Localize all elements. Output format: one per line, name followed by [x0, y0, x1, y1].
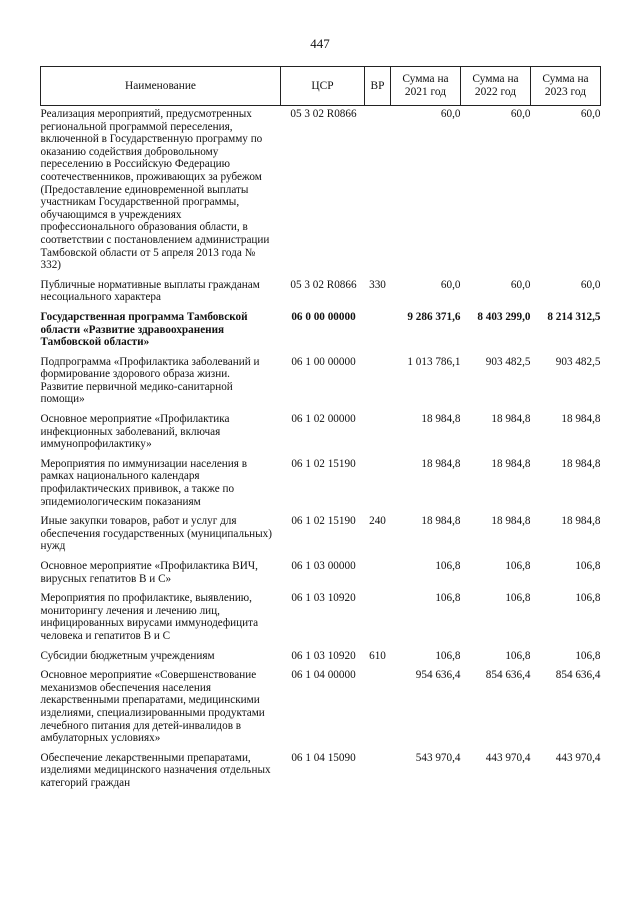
row-vr: [365, 669, 391, 752]
row-sum-2022: 903 482,5: [485, 355, 531, 368]
row-sum-2022: 106,8: [505, 649, 531, 662]
row-sum-2023: 106,8: [575, 649, 601, 662]
table-body: [41, 106, 601, 797]
row-name: Основное мероприятие «Профилактика ВИЧ, вирусных гепатитов В и С»: [40, 560, 258, 585]
row-csr: 05 3 02 R0866: [290, 108, 357, 120]
row-sum-2021: 954 636,4: [415, 669, 461, 682]
row-sum-2021: 106,8: [435, 649, 461, 662]
row-sum-2023: 443 970,4: [555, 751, 601, 764]
row-csr: 06 1 03 00000: [291, 560, 356, 572]
header-csr: ЦСР: [281, 67, 365, 106]
row-sum-2021: 9 286 371,6: [407, 310, 461, 323]
row-vr: [365, 356, 391, 413]
table-row: [41, 650, 601, 670]
row-sum-2021: 543 970,4: [415, 751, 461, 764]
row-sum-2021: 106,8: [435, 592, 461, 605]
row-sum-2022: 854 636,4: [485, 669, 531, 682]
row-sum-2023: 106,8: [575, 592, 601, 605]
row-vr: [365, 106, 391, 279]
row-name: Государственная программа Тамбовской области «Развитие здравоохранения Тамбовской области»: [40, 310, 248, 349]
table-row: [41, 752, 601, 797]
row-sum-2022: 443 970,4: [485, 751, 531, 764]
row-name: Мероприятия по профилактике, выявлению, мониторингу лечения и лечению лиц, инфицированных вирусами иммунодефицита человека и гепатитов В и С: [40, 592, 259, 642]
table-row: [41, 458, 601, 515]
row-csr: 06 1 04 00000: [291, 669, 356, 682]
table-row: [41, 515, 601, 560]
row-sum-2023: 18 984,8: [561, 457, 601, 470]
header-sum-2023: Сумма на 2023 год: [531, 67, 601, 106]
row-sum-2022: 60,0: [510, 108, 531, 120]
row-name: Подпрограмма «Профилактика заболеваний и формирование здорового образа жизни. Развитие первичной медико-санитарной помощи»: [40, 355, 260, 406]
row-vr: 330: [369, 278, 386, 291]
row-sum-2023: 18 984,8: [561, 515, 601, 528]
table-row: [41, 669, 601, 752]
row-sum-2023: 60,0: [580, 278, 601, 291]
table-row: [41, 560, 601, 592]
row-vr: [365, 752, 391, 797]
row-vr: 240: [369, 515, 386, 528]
row-csr: 06 1 04 15090: [291, 751, 356, 764]
table-header-row: [41, 67, 601, 106]
row-csr: 06 1 03 10920: [291, 592, 356, 605]
row-name: Иные закупки товаров, работ и услуг для обеспечения государственных (муниципальных) нужд: [40, 515, 272, 553]
row-sum-2021: 18 984,8: [421, 413, 461, 426]
row-sum-2023: 854 636,4: [555, 669, 601, 682]
row-sum-2022: 8 403 299,0: [477, 310, 531, 323]
row-sum-2021: 106,8: [435, 560, 461, 572]
row-sum-2022: 18 984,8: [491, 515, 531, 528]
header-sum-2021: Сумма на 2021 год: [391, 67, 461, 106]
row-csr: 06 1 03 10920: [291, 649, 356, 662]
row-csr: 06 1 02 00000: [291, 413, 356, 426]
header-sum-2022: Сумма на 2022 год: [461, 67, 531, 106]
row-csr: 06 0 00 00000: [291, 310, 356, 323]
row-name: Публичные нормативные выплаты гражданам несоциального характера: [40, 278, 260, 304]
row-vr: 610: [369, 649, 386, 662]
row-sum-2021: 1 013 786,1: [407, 355, 461, 368]
budget-table: [40, 66, 601, 797]
row-vr: [365, 413, 391, 458]
table-row: [41, 311, 601, 356]
row-sum-2022: 18 984,8: [491, 457, 531, 470]
row-sum-2021: 18 984,8: [421, 515, 461, 528]
row-sum-2022: 60,0: [510, 278, 531, 291]
row-csr: 06 1 02 15190: [291, 457, 356, 470]
row-sum-2022: 18 984,8: [491, 413, 531, 426]
row-name: Субсидии бюджетным учреждениям: [40, 649, 215, 662]
table-row: [41, 356, 601, 413]
row-sum-2021: 60,0: [440, 108, 461, 120]
row-csr: 06 1 00 00000: [291, 355, 356, 368]
row-sum-2023: 106,8: [575, 560, 601, 572]
header-vr: ВР: [365, 67, 391, 106]
row-sum-2022: 106,8: [505, 592, 531, 605]
table-row: [41, 413, 601, 458]
row-sum-2021: 60,0: [440, 278, 461, 291]
row-csr: 05 3 02 R0866: [290, 278, 357, 291]
row-vr: [365, 592, 391, 649]
header-name: Наименование: [41, 67, 281, 106]
row-name: Основное мероприятие «Профилактика инфекционных заболеваний, включая иммунопрофилактику»: [40, 413, 230, 451]
row-sum-2023: 60,0: [580, 108, 601, 120]
row-sum-2021: 18 984,8: [421, 457, 461, 470]
row-vr: [365, 560, 391, 592]
row-vr: [365, 311, 391, 356]
row-csr: 06 1 02 15190: [291, 515, 356, 528]
row-sum-2023: 8 214 312,5: [547, 310, 601, 323]
table-row: [41, 592, 601, 649]
row-name: Основное мероприятие «Совершенствование механизмов обеспечения населения лекарственными препаратами, медицинскими изделиями, специализированными продуктами лечебного питания для детей-инвалидов в амбулаторных условиях»: [40, 669, 265, 745]
row-name: Реализация мероприятий, предусмотренных региональной программой переселения, включенной в Государственную программу по оказанию содействия добровольному переселению в Российскую Федерацию соотечественников, проживающих за рубежом (Предоставление единовременной выплаты участникам Государственной программы, обучающимся в учреждениях профессионального образования области, в соответствии с постановлением администрации Тамбовской области от 5 апреля 2013 года № 332): [40, 108, 270, 272]
page-number: 447: [310, 36, 330, 51]
table-row: [41, 279, 601, 311]
row-name: Мероприятия по иммунизации населения в рамках национального календаря профилактических прививок, а также по эпидемиологическим показаниям: [40, 457, 247, 508]
row-sum-2022: 106,8: [505, 560, 531, 572]
row-name: Обеспечение лекарственными препаратами, изделиями медицинского назначения отдельных категорий граждан: [40, 751, 271, 789]
row-sum-2023: 903 482,5: [555, 355, 601, 368]
row-vr: [365, 458, 391, 515]
row-sum-2023: 18 984,8: [561, 413, 601, 426]
table-row: [41, 106, 601, 279]
